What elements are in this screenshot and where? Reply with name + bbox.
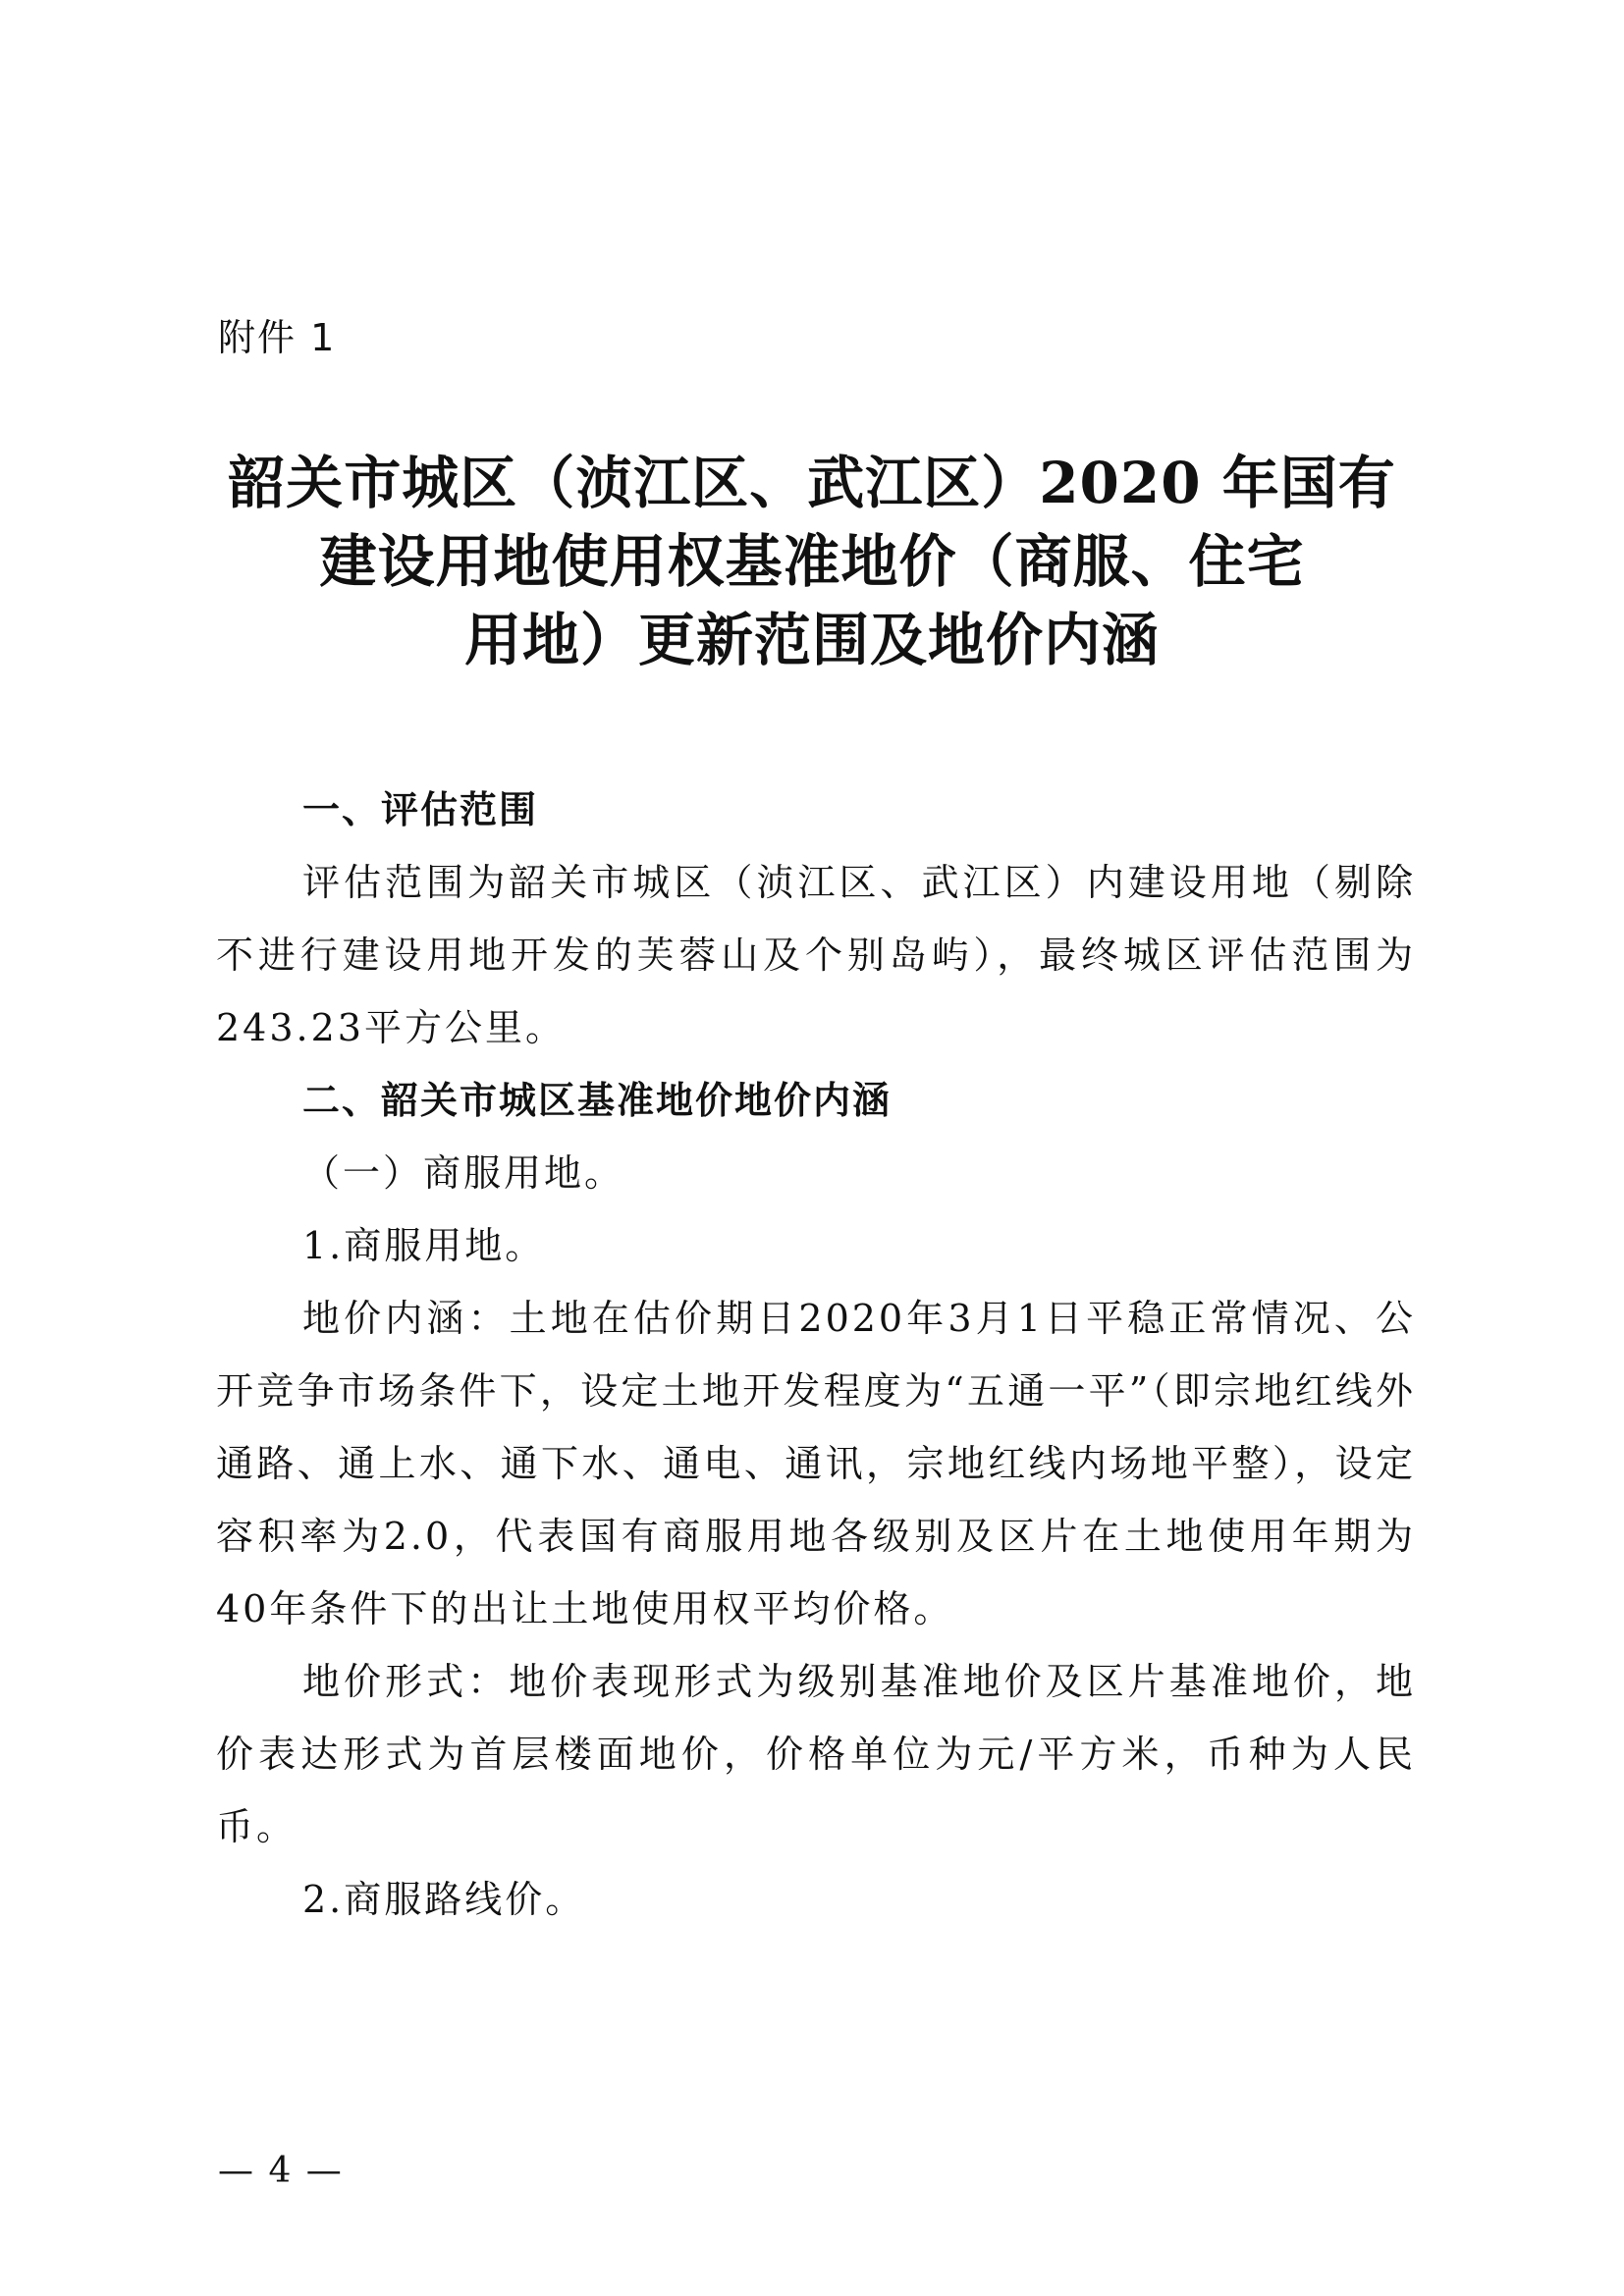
- attachment-label: 附件 1: [218, 316, 337, 359]
- section-2-heading: 二、韶关市城区基准地价地价内涵: [302, 1079, 893, 1122]
- subsection-1-heading: （一）商服用地。: [302, 1151, 625, 1195]
- page-number: — 4 —: [218, 2151, 344, 2191]
- item-1-heading: 1.商服用地。: [302, 1224, 546, 1267]
- title-line-2: 建设用地使用权基准地价（商服、住宅: [319, 528, 1305, 595]
- title-line-1: 韶关市城区（浈江区、武江区）2020 年国有: [228, 450, 1396, 516]
- land-price-form-paragraph: 地价形式：地价表现形式为级别基准地价及区片基准地价，地价表达形式为首层楼面地价，价格单位为元/平方米，币种为人民币。: [216, 1660, 1416, 1848]
- item-2-heading: 2.商服路线价。: [302, 1878, 586, 1921]
- document-body: [216, 774, 1416, 1936]
- section-1-paragraph: 评估范围为韶关市城区（浈江区、武江区）内建设用地（剔除不进行建设用地开发的芙蓉山及个别岛屿），最终城区评估范围为243.23平方公里。: [216, 861, 1416, 1049]
- section-1-heading: 一、评估范围: [302, 788, 539, 831]
- document-title: [216, 444, 1408, 679]
- land-price-connotation-paragraph: 地价内涵：土地在估价期日2020年3月1日平稳正常情况、公开竞争市场条件下，设定土地开发程度为“五通一平”（即宗地红线外通路、通上水、通下水、通电、通讯，宗地红线内场地平整），设定容积率为2.0，代表国有商服用地各级别及区片在土地使用年期为40年条件下的出让土地使用权平均价格。: [216, 1297, 1416, 1630]
- title-line-3: 用地）更新范围及地价内涵: [463, 607, 1160, 673]
